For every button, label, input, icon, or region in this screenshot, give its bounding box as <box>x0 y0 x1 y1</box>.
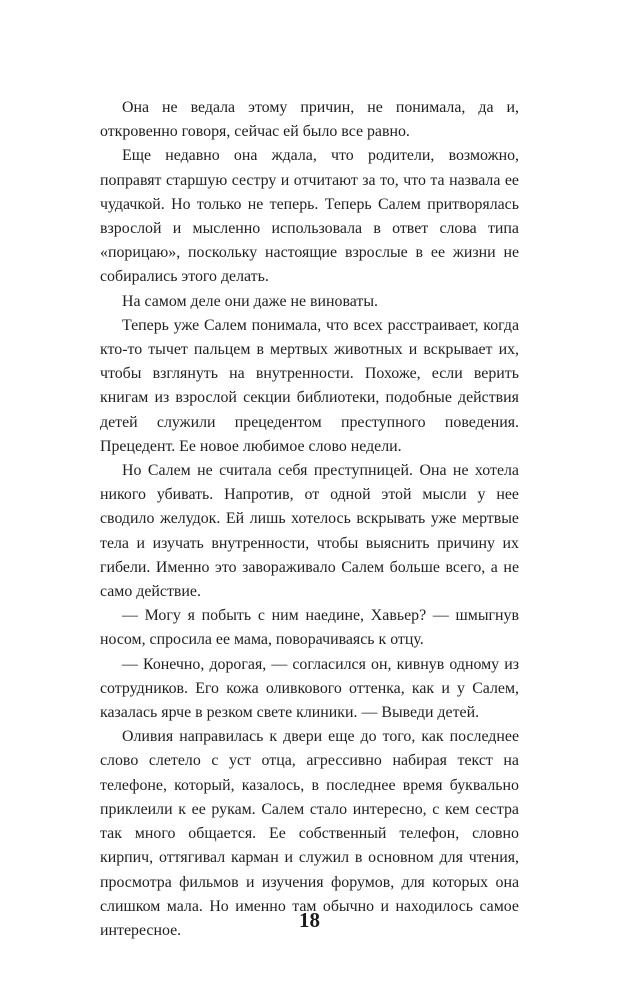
body-text <box>100 96 519 943</box>
paragraph: Оливия направилась к двери еще до того, как последнее слово слетело с уст отца, агрессивно набирая текст на телефоне, который, казалось, в последнее время буквально приклеили к ее рукам. Салем стало интересно, с кем сестра так много общается. Ее собственный телефон, словно кирпич, оттягивал карман и служил в основном для чтения, просмотра фильмов и изучения форумов, для которых она слишком мала. Но именно там обычно и находилось самое интересное. <box>100 728 519 939</box>
paragraph: Она не ведала этому причин, не понимала, да и, откровенно говоря, сейчас ей было все равно. <box>100 99 519 141</box>
paragraph: Но Салем не считала себя преступницей. Она не хотела никого убивать. Напротив, от одной этой мысли у нее сводило желудок. Ей лишь хотелось вскрывать уже мертвые тела и изучать внутренности, чтобы выяснить причину их гибели. Именно это завораживало Салем больше всего, а не само действие. <box>100 462 519 601</box>
paragraph: Еще недавно она ждала, что родители, возможно, поправят старшую сестру и отчитают за то, что та назвала ее чудачкой. Но только не теперь. Теперь Салем притворялась взрослой и мысленно использовала в ответ слова типа «порицаю», поскольку настоящие взрослые в ее жизни не собирались этого делать. <box>100 147 519 286</box>
paragraph: Теперь уже Салем понимала, что всех расстраивает, когда кто-то тычет пальцем в мертвых животных и вскрывает их, чтобы взглянуть на внутренности. Похоже, если верить книгам из взрослой секции библиотеки, подобные действия детей служили прецедентом преступного поведения. Прецедент. Ее новое любимое слово недели. <box>100 316 519 455</box>
dialogue-paragraph: — Могу я побыть с ним наедине, Хавьер? — шмыгнув носом, спросила ее мама, поворачиваясь к отцу. <box>100 607 519 649</box>
dialogue-paragraph: — Конечно, дорогая, — согласился он, кивнув одному из сотрудников. Его кожа оливкового оттенка, как и у Салем, казалась ярче в резком свете клиники. — Выведи детей. <box>100 655 519 722</box>
paragraph: На самом деле они даже не виноваты. <box>122 292 378 310</box>
page-number: 18 <box>299 908 320 932</box>
